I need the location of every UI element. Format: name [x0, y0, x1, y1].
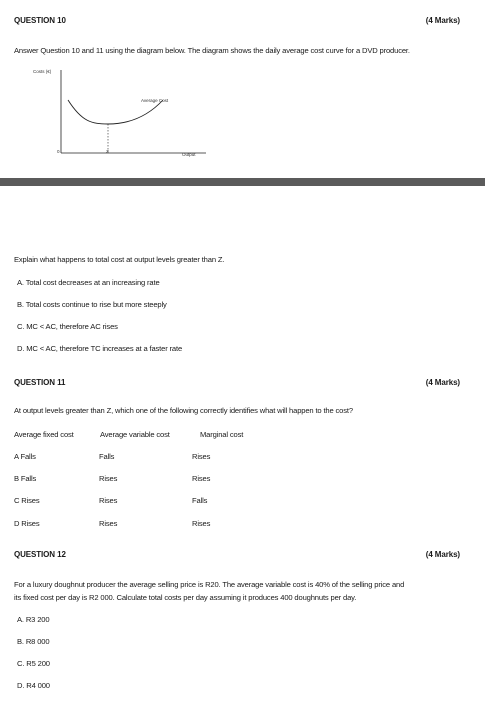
q11-row-d-avc: Rises: [99, 519, 118, 528]
z-label: Z: [106, 149, 109, 154]
origin-label: 0: [57, 149, 60, 154]
q11-title: QUESTION 11: [14, 378, 66, 387]
x-axis-label: Output: [182, 152, 196, 157]
q10-prompt: Explain what happens to total cost at output levels greater than Z.: [14, 255, 225, 264]
q11-row-a-mc: Rises: [192, 452, 211, 461]
q11-row-b-mc: Rises: [192, 474, 211, 483]
average-cost-diagram: [30, 64, 210, 164]
q12-prompt-line1: For a luxury doughnut producer the average selling price is R20. The average variable cost is 40% of the selling price and: [14, 580, 405, 589]
q12-option-c: C. R5 200: [17, 659, 50, 668]
q10-option-a: A. Total cost decreases at an increasing rate: [17, 278, 160, 287]
q11-row-d-afc: D Rises: [14, 519, 40, 528]
page-divider: [0, 178, 485, 186]
q12-marks: (4 Marks): [425, 550, 460, 559]
q11-row-c-mc: Falls: [192, 496, 208, 505]
q10-title: QUESTION 10: [14, 16, 66, 25]
q12-prompt-line2: its fixed cost per day is R2 000. Calculate total costs per day assuming it produces 400 doughnuts per day.: [14, 593, 357, 602]
q11-row-a-afc: A Falls: [14, 452, 36, 461]
q11-row-c-afc: C Rises: [14, 496, 40, 505]
q10-option-d: D. MC < AC, therefore TC increases at a faster rate: [17, 344, 183, 353]
q10-option-b: B. Total costs continue to rise but more steeply: [17, 300, 167, 309]
q11-header-afc: Average fixed cost: [14, 430, 74, 439]
q11-marks: (4 Marks): [425, 378, 460, 387]
q11-row-b-afc: B Falls: [14, 474, 37, 483]
q12-option-d: D. R4 000: [17, 681, 50, 690]
q11-row-c-avc: Rises: [99, 496, 118, 505]
q10-option-c: C. MC < AC, therefore AC rises: [17, 322, 118, 331]
q11-header-mc: Marginal cost: [200, 430, 244, 439]
q10-marks: (4 Marks): [425, 16, 460, 25]
q10-intro: Answer Question 10 and 11 using the diagram below. The diagram shows the daily average cost curve for a DVD producer.: [14, 46, 410, 55]
q11-row-b-avc: Rises: [99, 474, 118, 483]
q12-title: QUESTION 12: [14, 550, 66, 559]
q11-row-a-avc: Falls: [99, 452, 115, 461]
curve-label: Average Cost: [141, 98, 169, 103]
y-axis-label: Costs (€): [33, 69, 52, 74]
q11-header-avc: Average variable cost: [100, 430, 170, 439]
q11-prompt: At output levels greater than Z, which one of the following correctly identifies what will happen to the cost?: [14, 406, 353, 415]
q12-option-a: A. R3 200: [17, 615, 50, 624]
q11-row-d-mc: Rises: [192, 519, 211, 528]
average-cost-curve: [68, 100, 163, 124]
q12-option-b: B. R8 000: [17, 637, 50, 646]
